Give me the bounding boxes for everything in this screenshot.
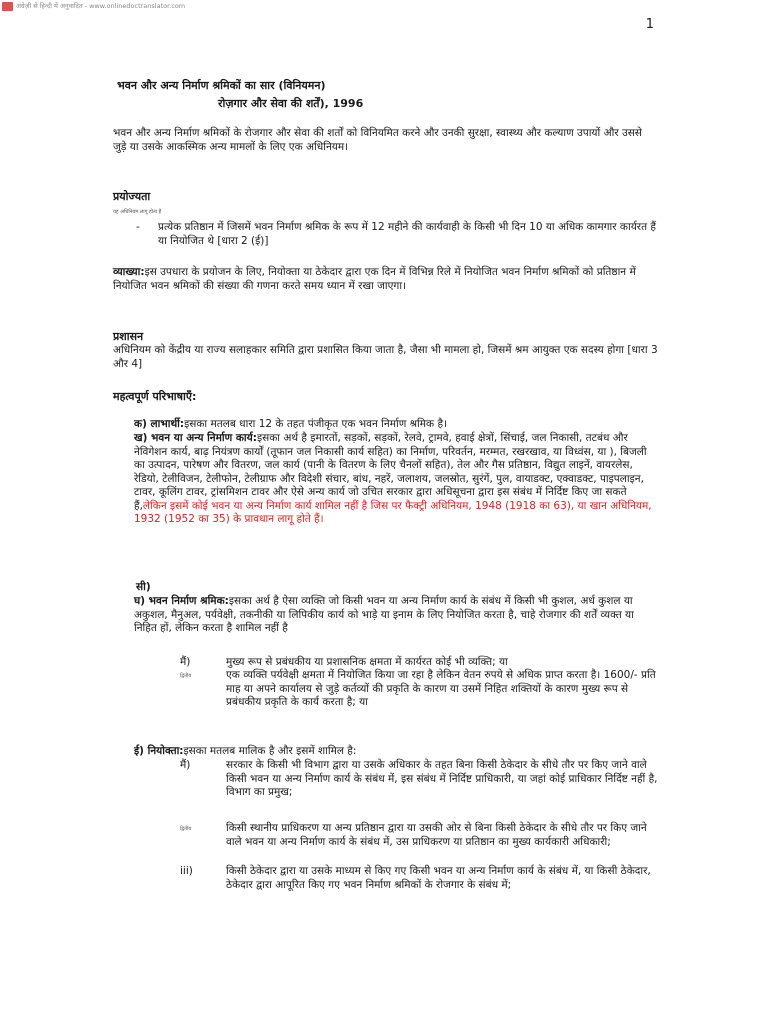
applicability-bullet: प्रत्येक प्रतिष्ठान में जिसमें भवन निर्माण श्रमिक के रूप में 12 महीने की कार्यवाही के किसी भी दिन 10 या अधिक कामगार कार्यरत हैं या नियोजित थे [धारा 2 (ई)] [158,221,656,247]
translator-banner [0,0,185,12]
doc-title-line2: रोज़गार और सेवा की शर्तें), 1996 [218,97,364,110]
definition-e-item3-text: किसी ठेकेदार द्वारा या उसके माध्यम से किए गए किसी भवन या अन्य निर्माण कार्य के संबंध में, या किसी ठेकेदार, ठेकेदार द्वारा आपूरित किए गए भवन निर्माण श्रमिकों के रोजगार के संबंध में; [226,865,651,891]
intro-paragraph: भवन और अन्य निर्माण श्रमिकों के रोजगार और सेवा की शर्तों को विनियमित करने और उनकी सुरक्षा, स्वास्थ्य और कल्याण उपायों और उससे जुड़े या उसके आकस्मिक अन्य मामलों के लिए एक अधिनियम। [113,127,642,153]
definition-d-text: इसका अर्थ है ऐसा व्यक्ति जो किसी भवन या अन्य निर्माण कार्य के संबंध में किसी भी कुशल, अर्ध कुशल या अकुशल, मैनुअल, पर्यवेक्षी, तकनीकी या लिपिकीय कार्य को भाड़े या इनाम के लिए नियोजित करता है, चाहे रोजगार की शर्तें व्यक्त या निहित हों, लेकिन करता है शामिल नहीं है [134,595,634,634]
definition-d-label: घ) भवन निर्माण श्रमिक: [134,595,229,607]
definition-a [134,418,654,432]
explanation-text: इस उपधारा के प्रयोजन के लिए, नियोक्ता या ठेकेदार द्वारा एक दिन में विभिन्न रिले में नियोजित भवन निर्माण श्रमिकों को प्रतिष्ठान में नियोजित भवन श्रमिकों की संख्या की गणना करते समय ध्यान में रखा जाएगा। [113,266,636,292]
definition-c-label: सी) [136,581,151,593]
definition-e-item1-mark: मैं) [180,759,191,771]
definition-a-text: इसका मतलब धारा 12 के तहत पंजीकृत एक भवन निर्माण श्रमिक है। [184,418,448,430]
explanation-paragraph [113,266,658,293]
definition-a-label: क) लाभार्थी: [134,418,185,430]
definitions-heading: महत्वपूर्ण परिभाषाएँ: [113,390,197,403]
definition-d-item1-mark: मैं) [180,656,191,668]
bullet-dash: - [136,221,140,233]
definition-e-item2-mark: द्वितीय [180,826,192,832]
administration-heading: प्रशासन [113,330,144,343]
applicability-heading: प्रयोज्यता [113,190,151,203]
definition-d-item2-text: एक व्यक्ति पर्यवेक्षी क्षमता में नियोजित किया जा रहा है लेकिन वेतन रुपये से अधिक प्राप्त करता है। 1600/- प्रति माह या अपने कार्यालय से जुड़े कर्तव्यों की प्रकृति के कारण या उसमें निहित शक्तियों के कारण मुख्य रूप से प्रबंधकीय प्रकृति के कार्य करता है; या [226,669,656,708]
applicability-subnote: यह अधिनियम लागू होता है [113,209,162,215]
definition-e-text: इसका मतलब मालिक है और इसमें शामिल है: [183,745,357,757]
definition-e-item3-mark: iii) [180,865,193,877]
definition-d [134,595,658,636]
definition-e-label: ई) नियोक्ता: [134,745,184,757]
definition-b-label: ख) भवन या अन्य निर्माण कार्य: [134,432,257,444]
definition-d-item2-mark: द्वितीय [180,673,192,679]
definition-b-exception: लेकिन इसमें कोई भवन या अन्य निर्माण कार्य शामिल नहीं है जिस पर फैक्ट्री अधिनियम, 1948 (1918 का 63), या खान अधिनियम, 1932 (1952 का 35) के प्रावधान लागू होते हैं। [134,499,652,525]
definition-b [134,432,658,527]
translator-logo-icon [2,2,13,11]
definition-d-item1-text: मुख्य रूप से प्रबंधकीय या प्रशासनिक क्षमता में कार्यरत कोई भी व्यक्ति; या [226,656,508,668]
doc-title-line1: भवन और अन्य निर्माण श्रमिकों का सार (विनियमन) [117,79,326,92]
administration-text: अधिनियम को केंद्रीय या राज्य सलाहकार समिति द्वारा प्रशासित किया जाता है, जैसा भी मामला हो, जिसमें श्रम आयुक्त एक सदस्य होगा [धारा 3 और 4] [113,344,658,370]
definition-e [134,745,654,759]
definition-e-item2-text: किसी स्थानीय प्राधिकरण या अन्य प्रतिष्ठान द्वारा या उसकी ओर से बिना किसी ठेकेदार के सीधे तौर पर किए जाने वाले भवन या अन्य निर्माण कार्य के संबंध में, उस प्राधिकरण या प्रतिष्ठान का मुख्य कार्यकारी अधिकारी; [226,822,647,848]
explanation-label: व्याख्या: [113,266,145,278]
banner-text: अंग्रेज़ी से हिन्दी में अनुवादित - www.onlinedoctranslator.com [16,1,186,10]
definition-b-text: इसका अर्थ है इमारतों, सड़कों, सड़कों, रेलवे, ट्रामवे, हवाई क्षेत्रों, सिंचाई, जल निकासी, तटबंध और नेविगेशन कार्य, बाढ़ नियंत्रण कार्यों (तूफान जल निकासी कार्य सहित) का निर्माण, परिवर्तन, मरम्मत, रखरखाव, या विध्वंस, या ), बिजली का उत्पादन, पारेषण और वितरण, जल कार्य (पानी के वितरण के लिए चैनलों सहित), तेल और गैस प्रतिष्ठान, विद्युत लाइनें, वायरलेस, रेडियो, टेलीविजन, टेलीफोन, टेलीग्राफ और विदेशी संचार, बांध, नहरें, जलाशय, जलस्रोत, सुरंगें, पुल, वायाडक्ट, एक्वाडक्ट, पाइपलाइन, टावर, कूलिंग टावर, ट्रांसमिशन टावर और ऐसे अन्य कार्य जो उचित सरकार द्वारा अधिसूचना द्वारा इस संबंध में निर्दिष्ट किए जा सकते हैं, [134,432,647,512]
page-number: 1 [645,17,654,32]
definition-e-item1-text: सरकार के किसी भी विभाग द्वारा या उसके अधिकार के तहत बिना किसी ठेकेदार के सीधे तौर पर किए जाने वाले किसी भवन या अन्य निर्माण कार्य के संबंध में, इस संबंध में निर्दिष्ट प्राधिकारी, या जहां कोई प्राधिकार निर्दिष्ट नहीं है, विभाग का प्रमुख; [226,759,658,798]
